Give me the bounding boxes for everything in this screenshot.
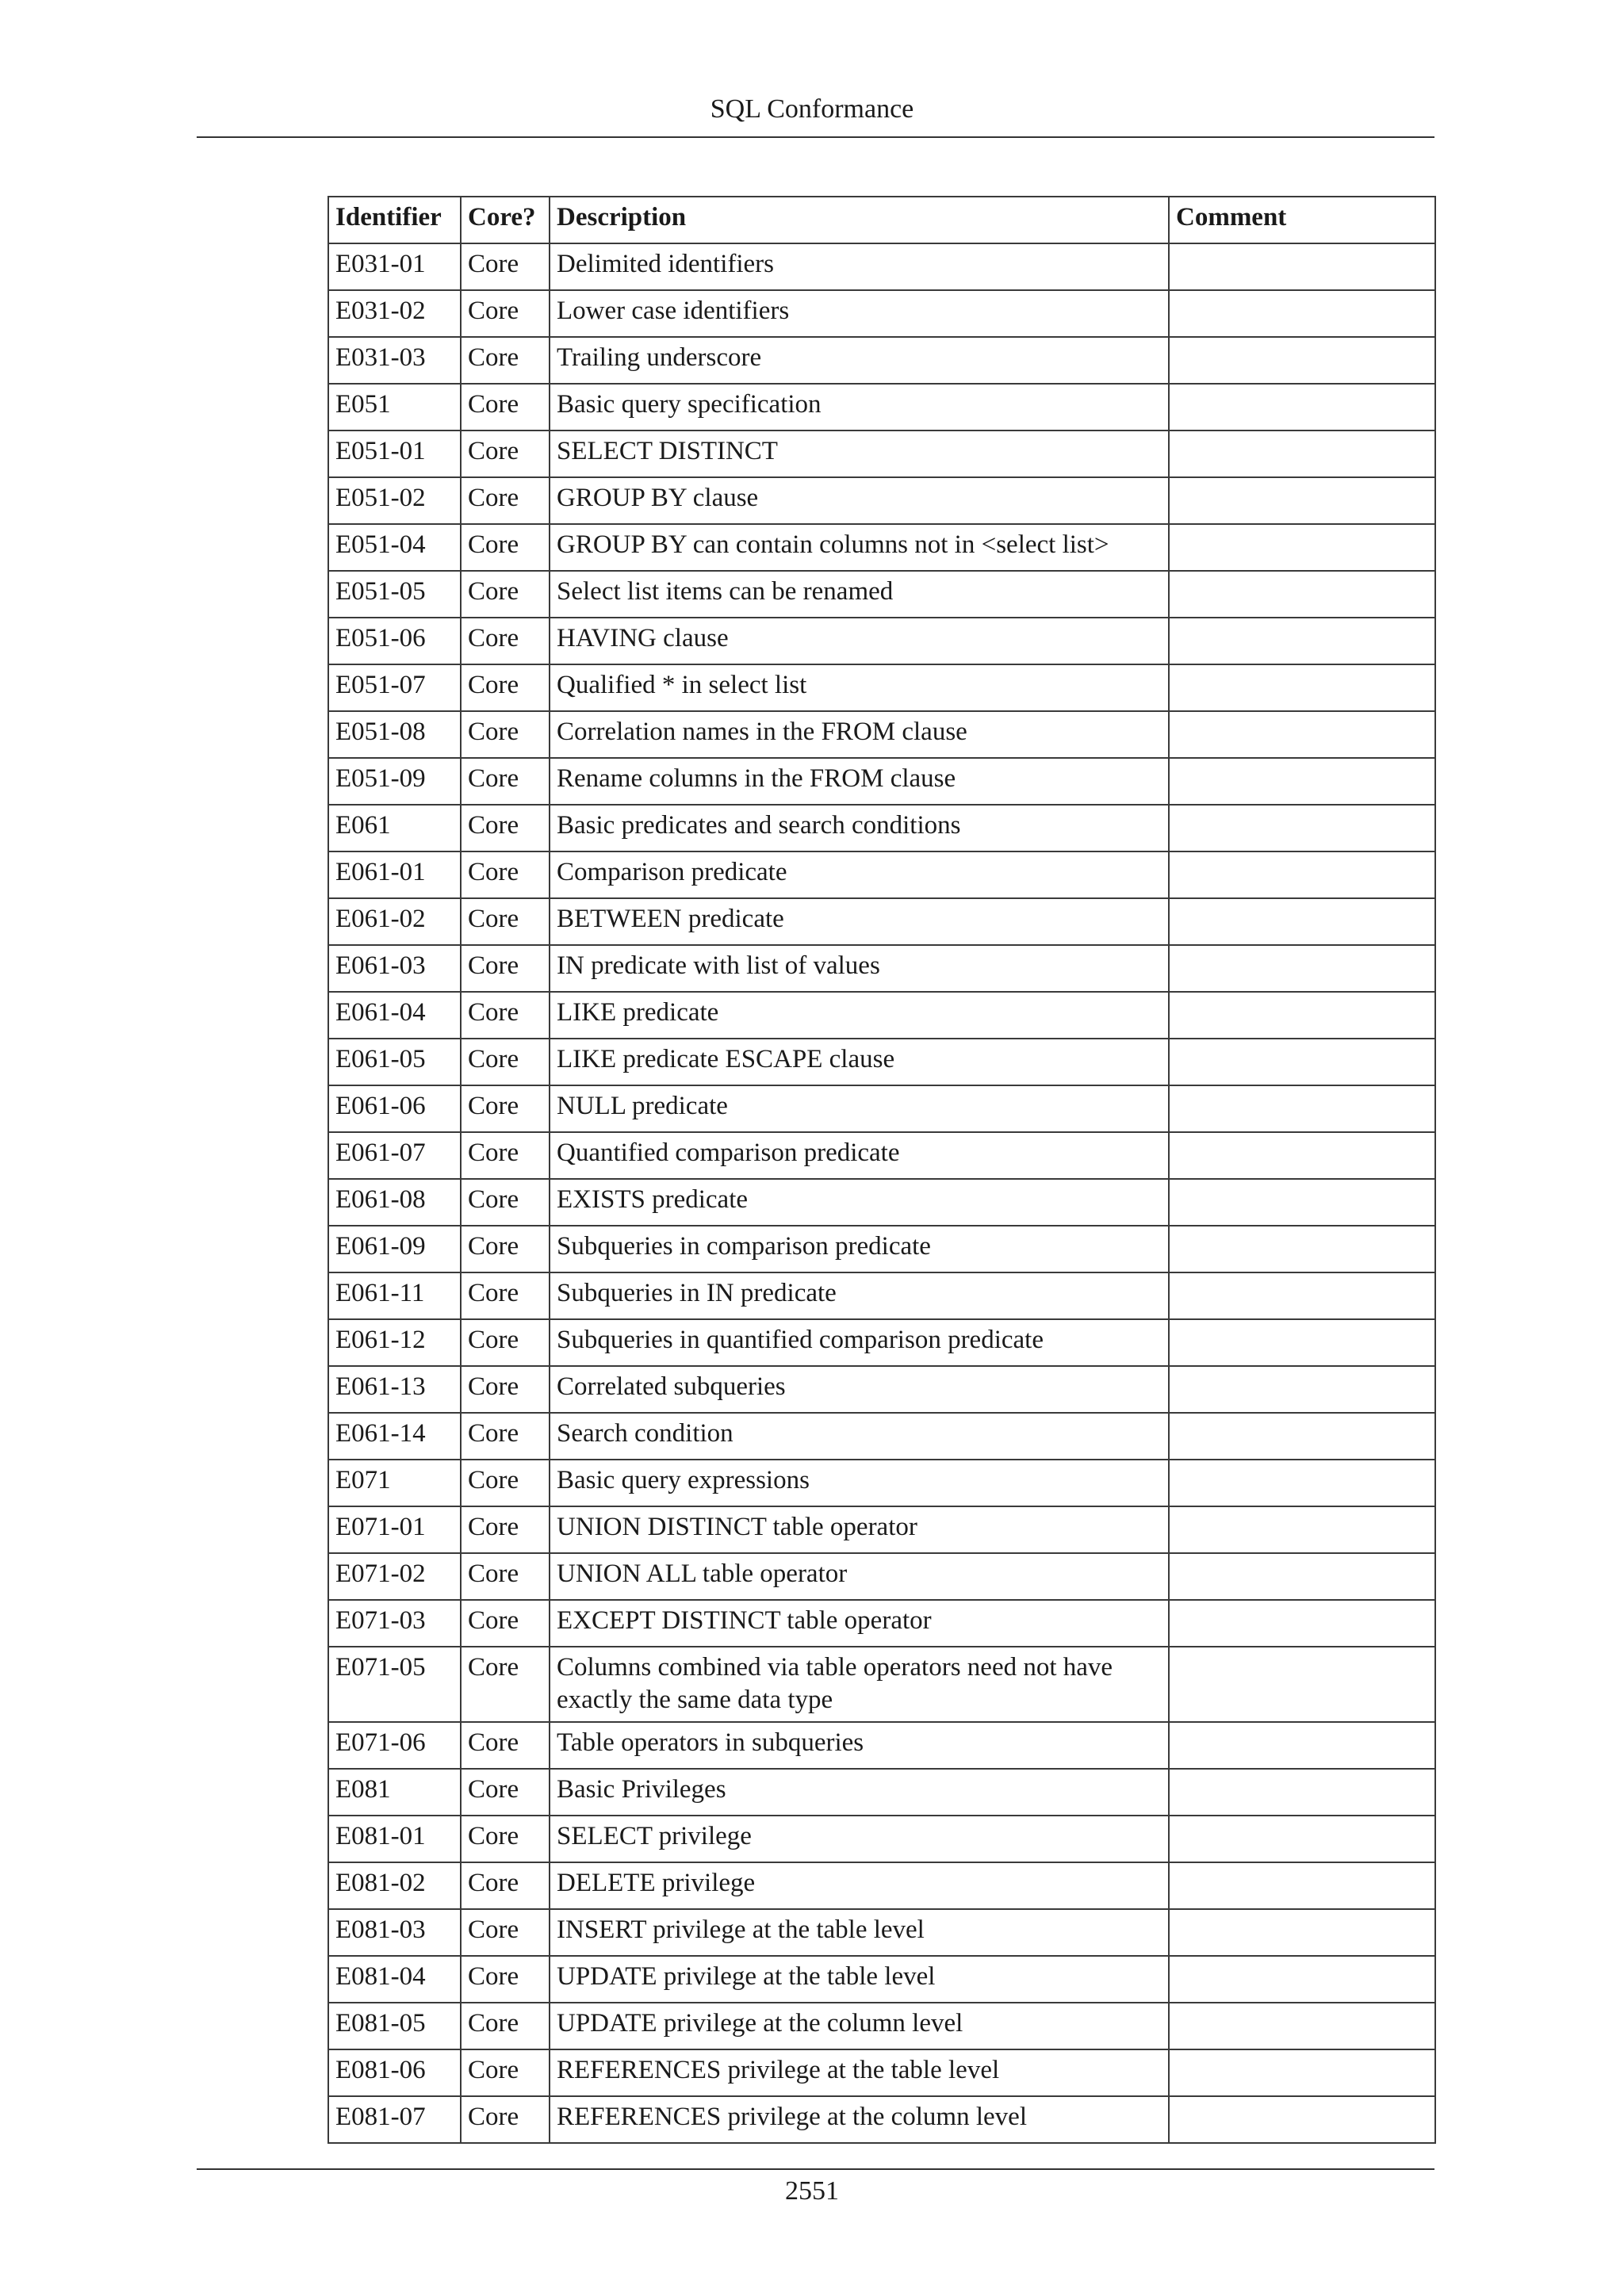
cell-description: LIKE predicate — [550, 992, 1169, 1039]
cell-comment — [1169, 805, 1435, 851]
cell-description: IN predicate with list of values — [550, 945, 1169, 992]
cell-identifier: E071-05 — [328, 1647, 461, 1722]
column-header-comment: Comment — [1169, 197, 1435, 243]
table-row — [328, 664, 1435, 711]
cell-core: Core — [461, 1722, 550, 1769]
cell-core: Core — [461, 430, 550, 477]
cell-core: Core — [461, 618, 550, 664]
footer-rule — [197, 2168, 1434, 2170]
cell-identifier: E081 — [328, 1769, 461, 1816]
cell-identifier: E071-06 — [328, 1722, 461, 1769]
cell-comment — [1169, 1272, 1435, 1319]
cell-description: Subqueries in comparison predicate — [550, 1226, 1169, 1272]
cell-description: UNION ALL table operator — [550, 1553, 1169, 1600]
cell-core: Core — [461, 2096, 550, 2143]
cell-core: Core — [461, 992, 550, 1039]
table-row — [328, 1816, 1435, 1862]
cell-comment — [1169, 1226, 1435, 1272]
cell-description: REFERENCES privilege at the table level — [550, 2049, 1169, 2096]
cell-comment — [1169, 758, 1435, 805]
cell-comment — [1169, 337, 1435, 384]
table-row — [328, 898, 1435, 945]
cell-description: Trailing underscore — [550, 337, 1169, 384]
cell-core: Core — [461, 711, 550, 758]
cell-identifier: E051-04 — [328, 524, 461, 571]
cell-comment — [1169, 1366, 1435, 1413]
cell-identifier: E061-08 — [328, 1179, 461, 1226]
cell-description: SELECT DISTINCT — [550, 430, 1169, 477]
cell-comment — [1169, 1460, 1435, 1506]
cell-identifier: E061-12 — [328, 1319, 461, 1366]
table-row — [328, 1956, 1435, 2003]
table-row — [328, 1226, 1435, 1272]
cell-description: NULL predicate — [550, 1085, 1169, 1132]
cell-core: Core — [461, 758, 550, 805]
cell-core: Core — [461, 384, 550, 430]
cell-comment — [1169, 1722, 1435, 1769]
cell-comment — [1169, 1506, 1435, 1553]
table-row — [328, 618, 1435, 664]
table-row — [328, 243, 1435, 290]
cell-description: Table operators in subqueries — [550, 1722, 1169, 1769]
table-row — [328, 1506, 1435, 1553]
cell-comment — [1169, 2003, 1435, 2049]
cell-core: Core — [461, 1862, 550, 1909]
cell-comment — [1169, 618, 1435, 664]
cell-identifier: E061 — [328, 805, 461, 851]
table-row — [328, 524, 1435, 571]
cell-core: Core — [461, 1460, 550, 1506]
table-row — [328, 1862, 1435, 1909]
cell-core: Core — [461, 1319, 550, 1366]
table-row — [328, 1179, 1435, 1226]
cell-description: REFERENCES privilege at the column level — [550, 2096, 1169, 2143]
cell-identifier: E051-09 — [328, 758, 461, 805]
cell-comment — [1169, 1319, 1435, 1366]
cell-identifier: E071-03 — [328, 1600, 461, 1647]
cell-comment — [1169, 1553, 1435, 1600]
cell-description: Correlated subqueries — [550, 1366, 1169, 1413]
cell-identifier: E061-03 — [328, 945, 461, 992]
table-header-row — [328, 197, 1435, 243]
cell-comment — [1169, 524, 1435, 571]
cell-comment — [1169, 992, 1435, 1039]
cell-identifier: E061-07 — [328, 1132, 461, 1179]
cell-identifier: E051-05 — [328, 571, 461, 618]
cell-identifier: E071-01 — [328, 1506, 461, 1553]
cell-identifier: E081-07 — [328, 2096, 461, 2143]
cell-core: Core — [461, 898, 550, 945]
cell-comment — [1169, 945, 1435, 992]
cell-identifier: E081-05 — [328, 2003, 461, 2049]
cell-core: Core — [461, 851, 550, 898]
cell-comment — [1169, 384, 1435, 430]
cell-core: Core — [461, 1413, 550, 1460]
cell-identifier: E081-02 — [328, 1862, 461, 1909]
cell-identifier: E081-03 — [328, 1909, 461, 1956]
table-row — [328, 337, 1435, 384]
cell-identifier: E071-02 — [328, 1553, 461, 1600]
cell-description: LIKE predicate ESCAPE clause — [550, 1039, 1169, 1085]
cell-core: Core — [461, 337, 550, 384]
cell-core: Core — [461, 1039, 550, 1085]
table-row — [328, 992, 1435, 1039]
cell-description: Correlation names in the FROM clause — [550, 711, 1169, 758]
cell-comment — [1169, 1132, 1435, 1179]
table-row — [328, 1272, 1435, 1319]
cell-identifier: E061-06 — [328, 1085, 461, 1132]
table-row — [328, 1460, 1435, 1506]
table-row — [328, 1319, 1435, 1366]
cell-core: Core — [461, 1085, 550, 1132]
cell-description: Select list items can be renamed — [550, 571, 1169, 618]
cell-core: Core — [461, 1909, 550, 1956]
cell-description: Delimited identifiers — [550, 243, 1169, 290]
cell-core: Core — [461, 2049, 550, 2096]
table-row — [328, 2049, 1435, 2096]
cell-identifier: E081-01 — [328, 1816, 461, 1862]
cell-description: GROUP BY can contain columns not in <select list> — [550, 524, 1169, 571]
cell-core: Core — [461, 1956, 550, 2003]
cell-description: INSERT privilege at the table level — [550, 1909, 1169, 1956]
cell-description: EXCEPT DISTINCT table operator — [550, 1600, 1169, 1647]
cell-core: Core — [461, 243, 550, 290]
cell-comment — [1169, 711, 1435, 758]
cell-identifier: E051-06 — [328, 618, 461, 664]
cell-core: Core — [461, 1647, 550, 1722]
cell-core: Core — [461, 1132, 550, 1179]
cell-identifier: E061-05 — [328, 1039, 461, 1085]
cell-description: Subqueries in quantified comparison predicate — [550, 1319, 1169, 1366]
cell-description: EXISTS predicate — [550, 1179, 1169, 1226]
cell-core: Core — [461, 805, 550, 851]
table-row — [328, 945, 1435, 992]
table-row — [328, 758, 1435, 805]
cell-description: Quantified comparison predicate — [550, 1132, 1169, 1179]
cell-description: Lower case identifiers — [550, 290, 1169, 337]
cell-core: Core — [461, 1179, 550, 1226]
cell-identifier: E051 — [328, 384, 461, 430]
cell-comment — [1169, 1413, 1435, 1460]
page-number: 2551 — [785, 2176, 839, 2206]
table-row — [328, 851, 1435, 898]
table-row — [328, 711, 1435, 758]
table-row — [328, 1039, 1435, 1085]
cell-comment — [1169, 2049, 1435, 2096]
cell-identifier: E071 — [328, 1460, 461, 1506]
cell-core: Core — [461, 1816, 550, 1862]
cell-comment — [1169, 290, 1435, 337]
cell-description: UPDATE privilege at the column level — [550, 2003, 1169, 2049]
cell-core: Core — [461, 664, 550, 711]
cell-identifier: E061-14 — [328, 1413, 461, 1460]
cell-comment — [1169, 1179, 1435, 1226]
cell-identifier: E081-06 — [328, 2049, 461, 2096]
table-body — [328, 243, 1435, 2143]
cell-identifier: E051-07 — [328, 664, 461, 711]
table-row — [328, 1647, 1435, 1722]
cell-description: Rename columns in the FROM clause — [550, 758, 1169, 805]
cell-identifier: E051-02 — [328, 477, 461, 524]
table-row — [328, 290, 1435, 337]
table-row — [328, 1366, 1435, 1413]
table-row — [328, 805, 1435, 851]
conformance-table — [327, 196, 1436, 2144]
cell-identifier: E061-02 — [328, 898, 461, 945]
cell-core: Core — [461, 1769, 550, 1816]
cell-identifier: E031-03 — [328, 337, 461, 384]
cell-identifier: E061-01 — [328, 851, 461, 898]
table-row — [328, 1553, 1435, 1600]
cell-identifier: E061-11 — [328, 1272, 461, 1319]
cell-identifier: E061-13 — [328, 1366, 461, 1413]
cell-identifier: E031-01 — [328, 243, 461, 290]
table-row — [328, 2003, 1435, 2049]
cell-identifier: E081-04 — [328, 1956, 461, 2003]
cell-identifier: E061-04 — [328, 992, 461, 1039]
column-header-description: Description — [550, 197, 1169, 243]
cell-description: Basic Privileges — [550, 1769, 1169, 1816]
cell-core: Core — [461, 945, 550, 992]
cell-description: BETWEEN predicate — [550, 898, 1169, 945]
table-row — [328, 1600, 1435, 1647]
cell-description: DELETE privilege — [550, 1862, 1169, 1909]
table-row — [328, 384, 1435, 430]
table-row — [328, 1132, 1435, 1179]
cell-comment — [1169, 1085, 1435, 1132]
cell-comment — [1169, 2096, 1435, 2143]
cell-comment — [1169, 477, 1435, 524]
cell-description: Basic query specification — [550, 384, 1169, 430]
cell-comment — [1169, 571, 1435, 618]
cell-description: UNION DISTINCT table operator — [550, 1506, 1169, 1553]
cell-core: Core — [461, 290, 550, 337]
cell-comment — [1169, 1039, 1435, 1085]
cell-comment — [1169, 851, 1435, 898]
cell-comment — [1169, 1816, 1435, 1862]
cell-comment — [1169, 1600, 1435, 1647]
table-row — [328, 1413, 1435, 1460]
cell-core: Core — [461, 1506, 550, 1553]
cell-core: Core — [461, 1600, 550, 1647]
cell-description: Search condition — [550, 1413, 1169, 1460]
cell-comment — [1169, 243, 1435, 290]
cell-description: Comparison predicate — [550, 851, 1169, 898]
cell-description: Columns combined via table operators need not have exactly the same data type — [550, 1647, 1169, 1722]
column-header-identifier: Identifier — [328, 197, 461, 243]
cell-comment — [1169, 664, 1435, 711]
cell-core: Core — [461, 1226, 550, 1272]
cell-comment — [1169, 1862, 1435, 1909]
header-rule — [197, 136, 1434, 138]
cell-description: Basic predicates and search conditions — [550, 805, 1169, 851]
cell-core: Core — [461, 524, 550, 571]
table-row — [328, 430, 1435, 477]
cell-core: Core — [461, 1366, 550, 1413]
column-header-core: Core? — [461, 197, 550, 243]
cell-description: Qualified * in select list — [550, 664, 1169, 711]
cell-comment — [1169, 430, 1435, 477]
cell-core: Core — [461, 2003, 550, 2049]
cell-description: HAVING clause — [550, 618, 1169, 664]
table-row — [328, 1769, 1435, 1816]
cell-comment — [1169, 1769, 1435, 1816]
table-row — [328, 1722, 1435, 1769]
cell-core: Core — [461, 477, 550, 524]
cell-identifier: E031-02 — [328, 290, 461, 337]
cell-comment — [1169, 1647, 1435, 1722]
table-row — [328, 1085, 1435, 1132]
cell-comment — [1169, 1909, 1435, 1956]
cell-description: GROUP BY clause — [550, 477, 1169, 524]
cell-core: Core — [461, 1272, 550, 1319]
cell-description: Subqueries in IN predicate — [550, 1272, 1169, 1319]
cell-identifier: E051-08 — [328, 711, 461, 758]
cell-description: Basic query expressions — [550, 1460, 1169, 1506]
cell-description: SELECT privilege — [550, 1816, 1169, 1862]
table-row — [328, 1909, 1435, 1956]
running-header: SQL Conformance — [710, 94, 914, 124]
table-row — [328, 571, 1435, 618]
cell-comment — [1169, 1956, 1435, 2003]
table-row — [328, 477, 1435, 524]
cell-core: Core — [461, 571, 550, 618]
cell-identifier: E061-09 — [328, 1226, 461, 1272]
cell-comment — [1169, 898, 1435, 945]
cell-description: UPDATE privilege at the table level — [550, 1956, 1169, 2003]
cell-identifier: E051-01 — [328, 430, 461, 477]
table-row — [328, 2096, 1435, 2143]
cell-core: Core — [461, 1553, 550, 1600]
